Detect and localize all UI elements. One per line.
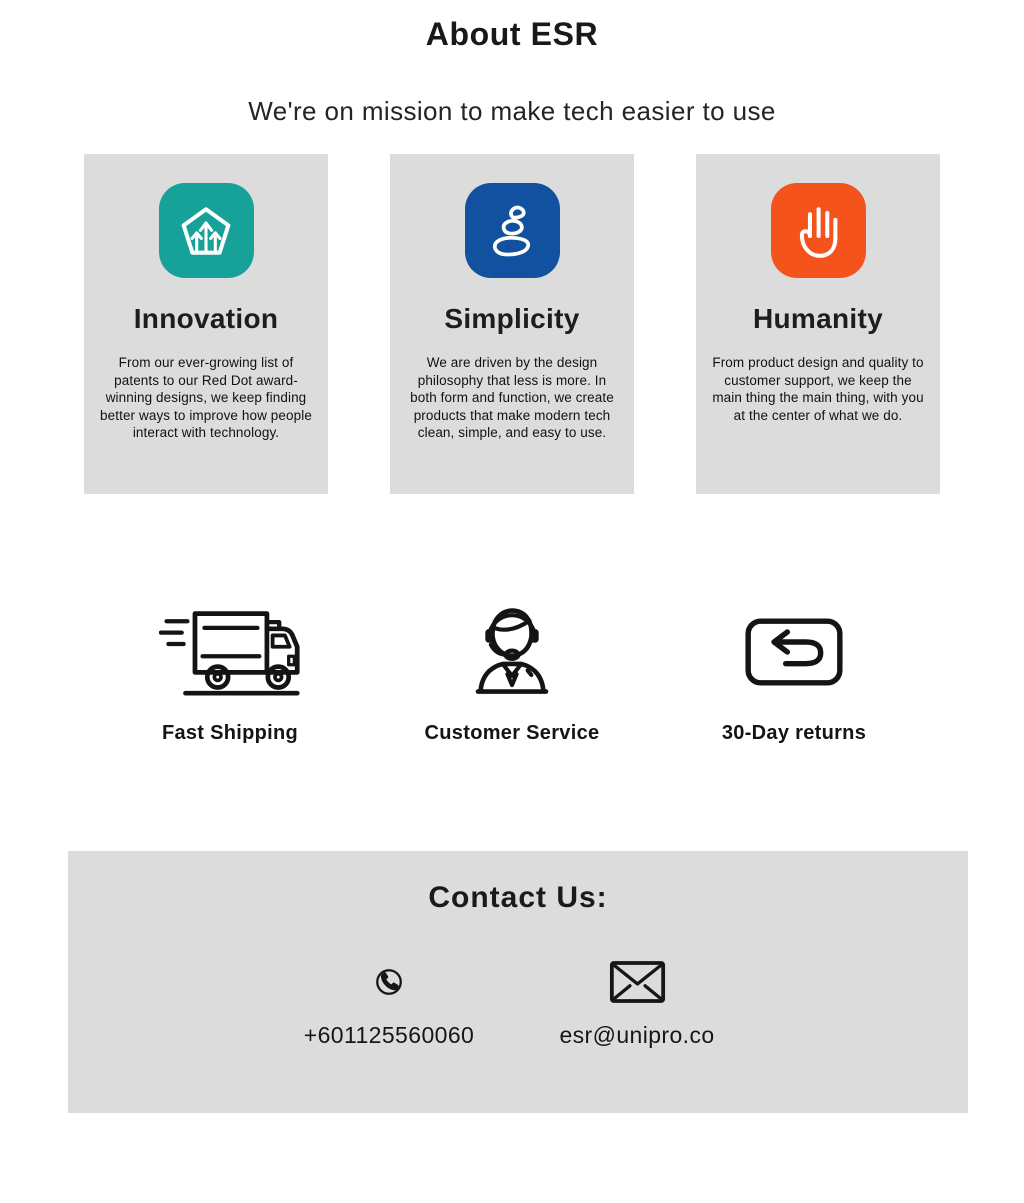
open-hand-icon [771,183,866,278]
feature-fast-shipping [110,600,350,745]
contact-section [68,851,968,1113]
pentagon-up-arrows-icon [159,183,254,278]
headset-agent-icon [392,600,632,704]
feature-customer-service [392,600,632,745]
zen-stones-icon [465,183,560,278]
mission-subtitle: We're on mission to make tech easier to use [248,96,776,126]
contact-title: Contact Us: [428,881,608,914]
card-title: Innovation [133,303,279,334]
value-card-innovation [84,154,328,494]
card-title: Simplicity [444,303,580,334]
contact-email [517,955,757,1049]
phone-icon [269,955,509,1009]
page-title: About ESR [425,16,599,52]
value-cards-row [84,154,940,494]
feature-label: Fast Shipping [161,722,299,744]
email-icon [517,955,757,1009]
card-description: From our ever-growing list of patents to our Red Dot award-winning designs, we keep finding better ways to improve how people interact with technology. [100,355,312,440]
feature-label: 30-Day returns [721,722,867,744]
phone-number: +601125560060 [303,1022,475,1048]
value-card-humanity [696,154,940,494]
feature-30-day-returns [674,600,914,745]
delivery-truck-icon [110,600,350,704]
card-description: From product design and quality to customer support, we keep the main thing the main thing, with you at the center of what we do. [712,355,924,423]
email-address: esr@unipro.co [559,1022,715,1048]
contact-phone [269,955,509,1049]
feature-label: Customer Service [424,722,600,744]
value-card-simplicity [390,154,634,494]
card-description: We are driven by the design philosophy that less is more. In both form and function, we create products that make modern tech clean, simple, and easy to use. [410,355,614,440]
card-title: Humanity [753,303,883,334]
return-arrow-icon [674,600,914,704]
